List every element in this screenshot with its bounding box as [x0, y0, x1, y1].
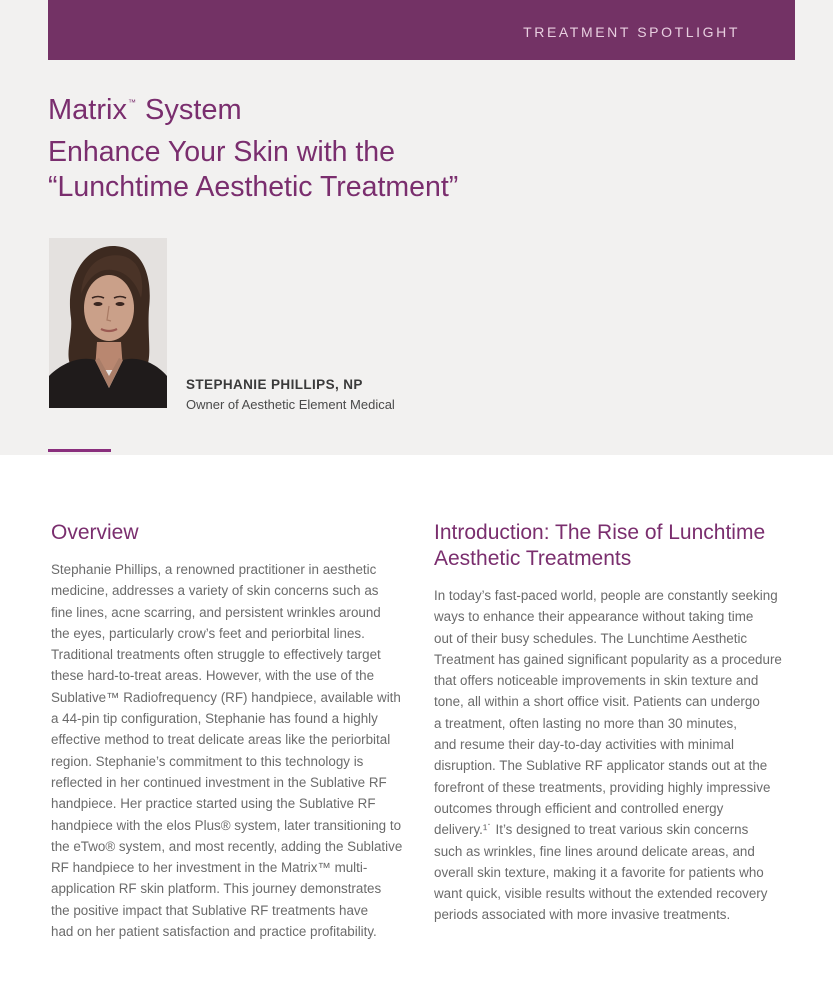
overview-line: handpiece with the elos Plus® system, later transitioning to	[51, 817, 402, 833]
introduction-line: In today’s fast-paced world, people are constantly seeking	[434, 588, 778, 603]
introduction-section	[434, 520, 794, 926]
introduction-line: ways to enhance their appearance without taking time	[434, 609, 754, 625]
introduction-heading-line-2: Aesthetic Treatments	[434, 547, 632, 570]
introduction-line: a treatment, often lasting no more than 30 minutes,	[434, 715, 737, 731]
overview-line: Sublative™ Radiofrequency (RF) handpiece, available with	[51, 689, 401, 705]
overview-line: the eyes, particularly crow’s feet and periorbital lines.	[51, 625, 365, 641]
person-name: STEPHANIE PHILLIPS, NP	[186, 377, 363, 392]
introduction-heading-line-1: Introduction: The Rise of Lunchtime	[434, 521, 766, 544]
introduction-line: periods associated with more invasive treatments.	[434, 907, 731, 923]
introduction-line: delivery.¹˙ It’s designed to treat various skin concerns	[434, 822, 749, 838]
introduction-line: out of their busy schedules. The Lunchtime Aesthetic	[434, 630, 748, 646]
overview-line: effective method to treat delicate areas like the periorbital	[51, 732, 391, 748]
introduction-line: that offers noticeable improvements in skin texture and	[434, 673, 759, 689]
introduction-line: such as wrinkles, fine lines around delicate areas, and	[434, 843, 755, 859]
overview-line: the positive impact that Sublative RF treatments have	[51, 902, 369, 918]
introduction-heading	[434, 520, 794, 572]
overview-line: reflected in her continued investment in the Sublative RF	[51, 774, 387, 790]
subtitle-line-2: “Lunchtime Aesthetic Treatment”	[48, 171, 459, 203]
overview-line: had on her patient satisfaction and practice profitability.	[51, 924, 377, 940]
trademark-mark: ™	[127, 98, 136, 107]
introduction-line: disruption. The Sublative RF applicator stands out at the	[434, 758, 768, 774]
introduction-line: tone, all within a short office visit. Patients can undergo	[434, 694, 760, 710]
page-title	[48, 94, 242, 127]
title-main: Matrix	[48, 94, 127, 126]
overview-section	[51, 520, 416, 942]
overview-line: application RF skin platform. This journey demonstrates	[51, 881, 382, 897]
portrait-photo	[49, 238, 167, 408]
overview-line: region. Stephanie’s commitment to this technology is	[51, 753, 364, 769]
overview-line: the eTwo® system, and most recently, adding the Sublative	[51, 838, 403, 854]
overview-line: these hard-to-treat areas. However, with the use of the	[51, 668, 375, 684]
overview-body	[51, 559, 416, 942]
overview-line: medicine, addresses a variety of skin concerns such as	[51, 583, 379, 599]
accent-divider	[48, 449, 111, 452]
overview-line: fine lines, acne scarring, and persistent wrinkles around	[51, 604, 381, 620]
overview-line: handpiece. Her practice started using the Sublative RF	[51, 796, 376, 812]
overview-line: Stephanie Phillips, a renowned practitioner in aesthetic	[51, 562, 377, 577]
overview-line: Traditional treatments often struggle to effectively target	[51, 647, 381, 663]
introduction-line: and resume their day-to-day activities with minimal	[434, 737, 734, 753]
introduction-line: overall skin texture, making it a favorite for patients who	[434, 864, 764, 880]
subtitle-line-1: Enhance Your Skin with the	[48, 136, 395, 168]
introduction-line: forefront of these treatments, providing highly impressive	[434, 779, 771, 795]
banner-label: TREATMENT SPOTLIGHT	[523, 24, 740, 40]
overview-line: RF handpiece to her investment in the Matrix™ multi-	[51, 860, 368, 876]
overview-line: a 44-pin tip configuration, Stephanie has found a highly	[51, 711, 378, 727]
introduction-line: outcomes through efficient and controlled energy	[434, 800, 724, 816]
page-subtitle	[48, 135, 568, 205]
introduction-line: Treatment has gained significant popularity as a procedure	[434, 651, 782, 667]
spotlight-banner	[48, 0, 795, 60]
introduction-line: want quick, visible results without the extended recovery	[434, 886, 768, 902]
introduction-body	[434, 585, 794, 926]
person-role: Owner of Aesthetic Element Medical	[186, 397, 395, 412]
title-rest: System	[145, 94, 242, 126]
overview-heading: Overview	[51, 521, 139, 544]
